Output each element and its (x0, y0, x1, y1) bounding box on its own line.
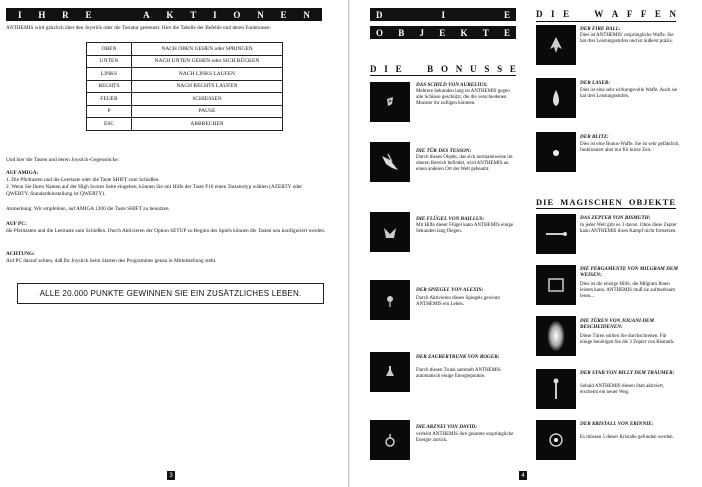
magic-title: DAS ZEPTER VON BISMUTH: (580, 215, 651, 221)
header-letter: B (427, 64, 434, 74)
bonus-title: DIE ARZNEI VON DAVID: (416, 424, 477, 430)
command-action: NACH OBEN GEHEN oder SPRINGEN (132, 43, 283, 56)
amiga-note: Anmerkung: Wir empfehlen, auf AMIGA 1200 die Taste SHIFT zu benutzen. (6, 206, 170, 212)
parchment-icon (536, 265, 576, 305)
header-letter: N (455, 64, 463, 74)
header-letter: I (441, 9, 445, 20)
potion-thumbnail (370, 352, 410, 392)
command-table (86, 42, 283, 131)
command-key: LINKS (87, 68, 132, 81)
header-die (370, 8, 516, 21)
magic-desc: Dies ist die einzige Hilfe, die Milgram Ihnen leisten kann. ANTHEMIS muß sie aufmerksam lesen... (580, 282, 675, 299)
header-word: OBJEKTE (628, 197, 676, 207)
magic-title: DIE PERGAMENTE VON MILGRAM DEM WEISEN: (580, 266, 679, 278)
staff-thumbnail (536, 369, 576, 409)
command-key: RECHTS (87, 80, 132, 93)
scepter-icon (536, 214, 576, 254)
magic-title: DER STAB VON BILLY DEM TRÄUMER: (580, 370, 675, 376)
header-word: MAGISCHEN (560, 197, 623, 207)
header-letter: N (257, 9, 264, 20)
header-die-bonusse (370, 64, 516, 74)
header-letter: E (654, 9, 661, 19)
magic-title: DIE TÜREN VON JOUANI DEM BESCHEIDENEN: (580, 318, 655, 330)
amiga-instruction-2: 2. Wenn Sie Ihren Namen auf der High Scores Seite eingeben, können Sie mit Hilfe der Taste F10 einen Tastaturtyp wählen (AZERTY oder QWERTY, Standardeinstellung ist QWERTY). (6, 184, 303, 197)
divider (536, 208, 676, 209)
weapon-title: DER FIRE BALL: (580, 26, 621, 32)
bonus-desc: Durch diesen Trunk sammelt ANTHEMIS automatisch einige Energiepunkte. (416, 368, 501, 379)
header-letter: O (440, 64, 448, 74)
header-die-waffen (536, 9, 676, 19)
header-letter: N (303, 9, 310, 20)
bonus-title: DIE TÜR DES TESSON: (416, 148, 472, 154)
divider (536, 21, 676, 22)
intro-text: ANTHEMIS wird gänzlich über den Joystick oder die Tastatur gesteuert. Hier die Tabelle der Befehle und deren Funktionen: (6, 25, 272, 31)
divider (370, 75, 516, 76)
header-letter: W (594, 9, 604, 19)
bonus-desc: Durch dieses Objekt, das sich normalerweise im oberen Bereich befindet, wird ANTHEMIS an einen anderen Ort der Welt gebeamt. (416, 155, 513, 172)
magic-desc: Sobald ANTHEMIS diesen Stab aktiviert, erscheint ein neuer Weg. (580, 384, 665, 395)
header-letter: H (38, 9, 46, 20)
command-action: SCHIESSEN (132, 93, 283, 106)
header-letter: S (484, 64, 490, 74)
header-letter: A (143, 9, 150, 20)
table-row (87, 105, 283, 118)
laser-thumbnail (536, 78, 576, 118)
header-letter: F (626, 9, 633, 19)
command-action: NACH UNTEN GEHEN oder SICH BÜCKEN (132, 55, 283, 68)
header-letter: E (503, 27, 510, 38)
header-letter: U (470, 64, 477, 74)
crystal-icon (536, 420, 576, 460)
extra-life-text: ALLE 20.000 PUNKTE GEWINNEN SIE EIN ZUSÄTZLICHES LEBEN. (39, 289, 302, 298)
header-letter: T (190, 9, 197, 20)
header-magische-objekte (536, 197, 676, 207)
door-icon (370, 142, 410, 182)
potion-icon (370, 352, 410, 392)
weapon-desc: Dies ist ANTHEMIS' ursprüngliche Waffe. Sie hat drei Leistungsstufen und ist äußerst präzis. (580, 33, 674, 44)
medicine-icon (370, 420, 410, 460)
parchment-thumbnail (536, 265, 576, 305)
header-letter: T (482, 27, 489, 38)
table-row (87, 93, 283, 106)
bonus-title: DER SPIEGEL VON ALEXIS: (416, 287, 484, 293)
header-letter: O (376, 27, 384, 38)
extra-life-box (17, 283, 324, 304)
command-key: ESC (87, 118, 132, 131)
header-letter: F (640, 9, 647, 19)
shield-icon (370, 82, 410, 122)
command-action: ABBRECHEN (132, 118, 283, 131)
header-letter: E (395, 64, 402, 74)
amiga-title: AUF AMIGA: (6, 170, 39, 176)
header-objekte (370, 26, 516, 39)
fireball-icon (536, 25, 576, 65)
weapon-desc: Dies ist eine sehr wirkungsvolle Waffe. Auch sie hat drei Leistungsstufen. (580, 88, 678, 99)
header-letter: I (213, 9, 217, 20)
wings-thumbnail (370, 212, 410, 252)
medicine-thumbnail (370, 420, 410, 460)
staff-icon (536, 369, 576, 409)
header-ihre-aktionen (6, 8, 322, 21)
command-key: OBEN (87, 43, 132, 56)
scepter-thumbnail (536, 214, 576, 254)
header-letter: D (536, 9, 543, 19)
header-letter: D (370, 64, 377, 74)
magic-title: DER KRISTALL VON ERINNIE: (580, 421, 654, 427)
bonus-desc: verleiht ANTHEMIS ihre gesamte ursprüngliche Energie zurück. (416, 432, 514, 443)
bonus-title: DER ZAUBERTRUNK VON ROGER: (416, 354, 500, 360)
table-row (87, 68, 283, 81)
doors-thumbnail (536, 316, 576, 356)
magic-desc: Diese Türen sollten Sie durchschreiten. Für einige benötigen Sie die 3 Zepter von Bismuth. (580, 334, 675, 345)
header-letter: E (563, 9, 570, 19)
header-letter: E (85, 9, 92, 20)
lightning-icon (536, 132, 576, 172)
wings-icon (370, 212, 410, 252)
magic-desc: Es müssen 5 dieser Kristalle gefunden werden. (580, 435, 674, 440)
laser-icon (536, 78, 576, 118)
crystal-thumbnail (536, 420, 576, 460)
bonus-title: DAS SCHILD VON AURELIUS: (416, 82, 488, 88)
table-row (87, 55, 283, 68)
shield-thumbnail (370, 82, 410, 122)
amiga-instruction-1: 1. Die Pfeiltasten und die Leertaste oder die Taste SHIFT zum Schießen. (6, 177, 160, 183)
header-letter: J (419, 27, 424, 38)
warning-title: ACHTUNG: (6, 251, 35, 257)
header-letter: R (62, 9, 69, 20)
magic-desc: In jeder Welt gibt es 3 davon. Ohne diese Zepter kann ANTHEMIS ihren Kampf nicht fortsetzen. (580, 223, 677, 234)
command-key: P (87, 105, 132, 118)
lightning-thumbnail (536, 132, 576, 172)
table-row (87, 118, 283, 131)
header-letter: S (497, 64, 503, 74)
command-action: NACH RECHTS LAUFEN (132, 80, 283, 93)
warning-text: Auf PC darauf achten, daß Ihr Joystick beim Starten des Programmes genau in Mittelstellung steht. (6, 258, 217, 264)
portal-icon (536, 316, 576, 356)
header-letter: E (439, 27, 446, 38)
page-number-right: 4 (519, 471, 527, 480)
command-key: FEUER (87, 93, 132, 106)
weapon-desc: Dies ist eine Bonus-Waffe. Sie ist sehr gefährlich, funktioniert aber nur für kurze Zeit. (580, 142, 680, 153)
page-number-left: 3 (167, 471, 175, 480)
header-letter: D (376, 9, 383, 20)
weapon-title: DER LASER: (580, 80, 611, 86)
header-letter: B (398, 27, 405, 38)
header-letter: O (233, 9, 241, 20)
table-row (87, 43, 283, 56)
header-letter: E (503, 9, 510, 20)
left-page (0, 0, 350, 487)
header-word: DIE (536, 197, 555, 207)
mirror-icon (370, 280, 410, 320)
pc-text: die Pfeiltasten und die Leertaste zum Schießen. Durch Aktivieren der Option SETUP zu Beginn des Spiels können die Tasten neu konfiguriert werden. (6, 228, 326, 234)
bonus-desc: Mit Hilfe dieser Flügel kann ANTHEMIS einige Sekunden lang fliegen. (416, 223, 514, 234)
command-action: PAUSE (132, 105, 283, 118)
header-letter: E (509, 64, 516, 74)
right-page (350, 0, 702, 487)
mirror-thumbnail (370, 280, 410, 320)
door-thumbnail (370, 142, 410, 182)
header-letter: K (460, 27, 468, 38)
header-letter: I (18, 9, 22, 20)
header-letter: K (166, 9, 174, 20)
fireball-thumbnail (536, 25, 576, 65)
table-row (87, 80, 283, 93)
weapon-title: DER BLITZ: (580, 134, 609, 140)
header-letter: N (669, 9, 676, 19)
header-letter: I (384, 64, 388, 74)
header-letter: A (611, 9, 619, 19)
header-letter: I (551, 9, 555, 19)
pc-title: AUF PC: (6, 221, 27, 227)
command-key: UNTEN (87, 55, 132, 68)
bonus-desc: Mehrere Sekunden lang ist ANTHEMIS gegen alle Schüsse geschützt, die die verschiedenen Monster ihr zufügen könnten. (416, 89, 510, 106)
header-letter: E (280, 9, 287, 20)
keys-intro: Und hier die Tasten und deren Joystick-Gegenstücke: (6, 157, 120, 163)
command-action: NACH LINKS LAUFEN (132, 68, 283, 81)
bonus-desc: Durch Aktivieren dieses Spiegels gewinnt ANTHEMIS ein Leben. (416, 296, 500, 307)
bonus-title: DIE FLÜGEL VON BAILLUS: (416, 216, 485, 222)
